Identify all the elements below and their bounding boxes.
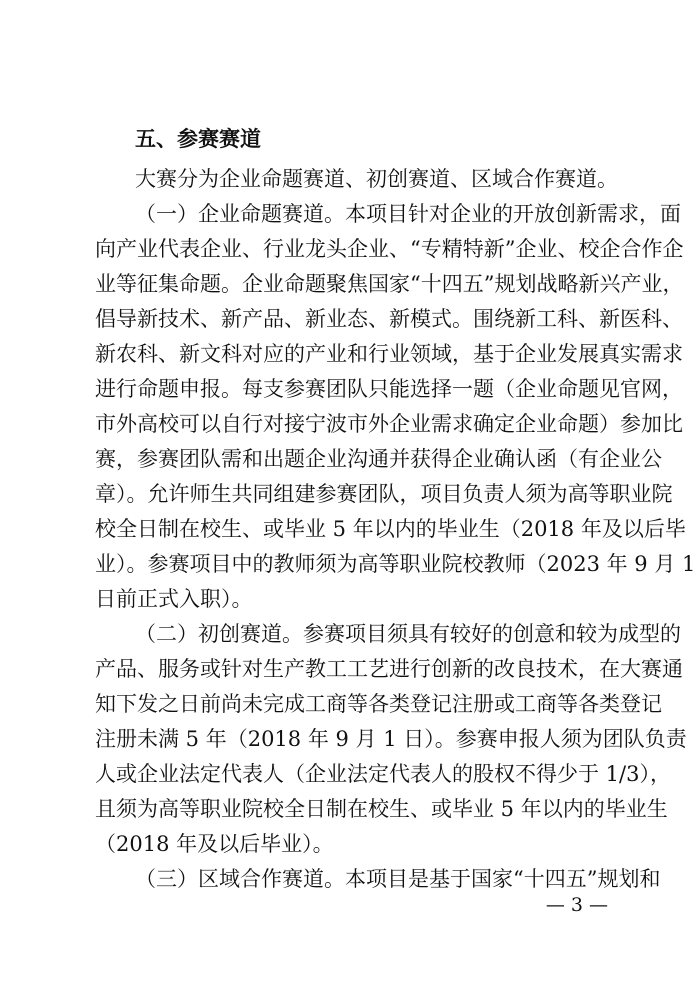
paragraph-line: （2018 年及以后毕业）。 (95, 832, 334, 856)
paragraph-line: 赛，参赛团队需和出题企业沟通并获得企业确认函（有企业公 (95, 447, 662, 471)
section-heading: 五、参赛赛道 (135, 127, 261, 151)
paragraph-line: 倡导新技术、新产品、新业态、新模式。围绕新工科、新医科、 (95, 307, 683, 331)
paragraph-line: （三）区域合作赛道。本项目是基于国家“十四五”规划和 (135, 867, 661, 891)
paragraph-line: （二）初创赛道。参赛项目须具有较好的创意和较为成型的 (135, 622, 681, 646)
paragraph-line: 注册未满 5 年（2018 年 9 月 1 日）。参赛申报人须为团队负责 (95, 727, 687, 751)
paragraph-line: 业等征集命题。企业命题聚焦国家“十四五”规划战略新兴产业， (95, 272, 684, 296)
paragraph-line: 知下发之日前尚未完成工商等各类登记注册或工商等各类登记 (95, 692, 662, 716)
paragraph-line: 市外高校可以自行对接宁波市外企业需求确定企业命题）参加比 (95, 412, 683, 436)
paragraph-line: 向产业代表企业、行业龙头企业、“专精特新”企业、校企合作企 (95, 237, 684, 261)
paragraph-line: 日前正式入职）。 (95, 587, 253, 611)
paragraph-line: 人或企业法定代表人（企业法定代表人的股权不得少于 1/3）， (95, 762, 671, 786)
paragraph-line: 校全日制在校生、或毕业 5 年以内的毕业生（2018 年及以后毕 (95, 517, 686, 541)
page-number: — 3 — (545, 894, 608, 916)
paragraph-line: 产品、服务或针对生产教工工艺进行创新的改良技术，在大赛通 (95, 657, 683, 681)
paragraph-line: 大赛分为企业命题赛道、初创赛道、区域合作赛道。 (135, 167, 618, 191)
paragraph-line: 且须为高等职业院校全日制在校生、或毕业 5 年以内的毕业生 (95, 797, 668, 821)
paragraph-line: 新农科、新文科对应的产业和行业领域，基于企业发展真实需求 (95, 342, 683, 366)
paragraph-line: （一）企业命题赛道。本项目针对企业的开放创新需求，面 (135, 202, 681, 226)
paragraph-line: 进行命题申报。每支参赛团队只能选择一题（企业命题见官网， (95, 377, 683, 401)
paragraph-line: 章）。允许师生共同组建参赛团队，项目负责人须为高等职业院 (95, 482, 673, 506)
paragraph-line: 业）。参赛项目中的教师须为高等职业院校教师（2023 年 9 月 1 (95, 552, 696, 576)
